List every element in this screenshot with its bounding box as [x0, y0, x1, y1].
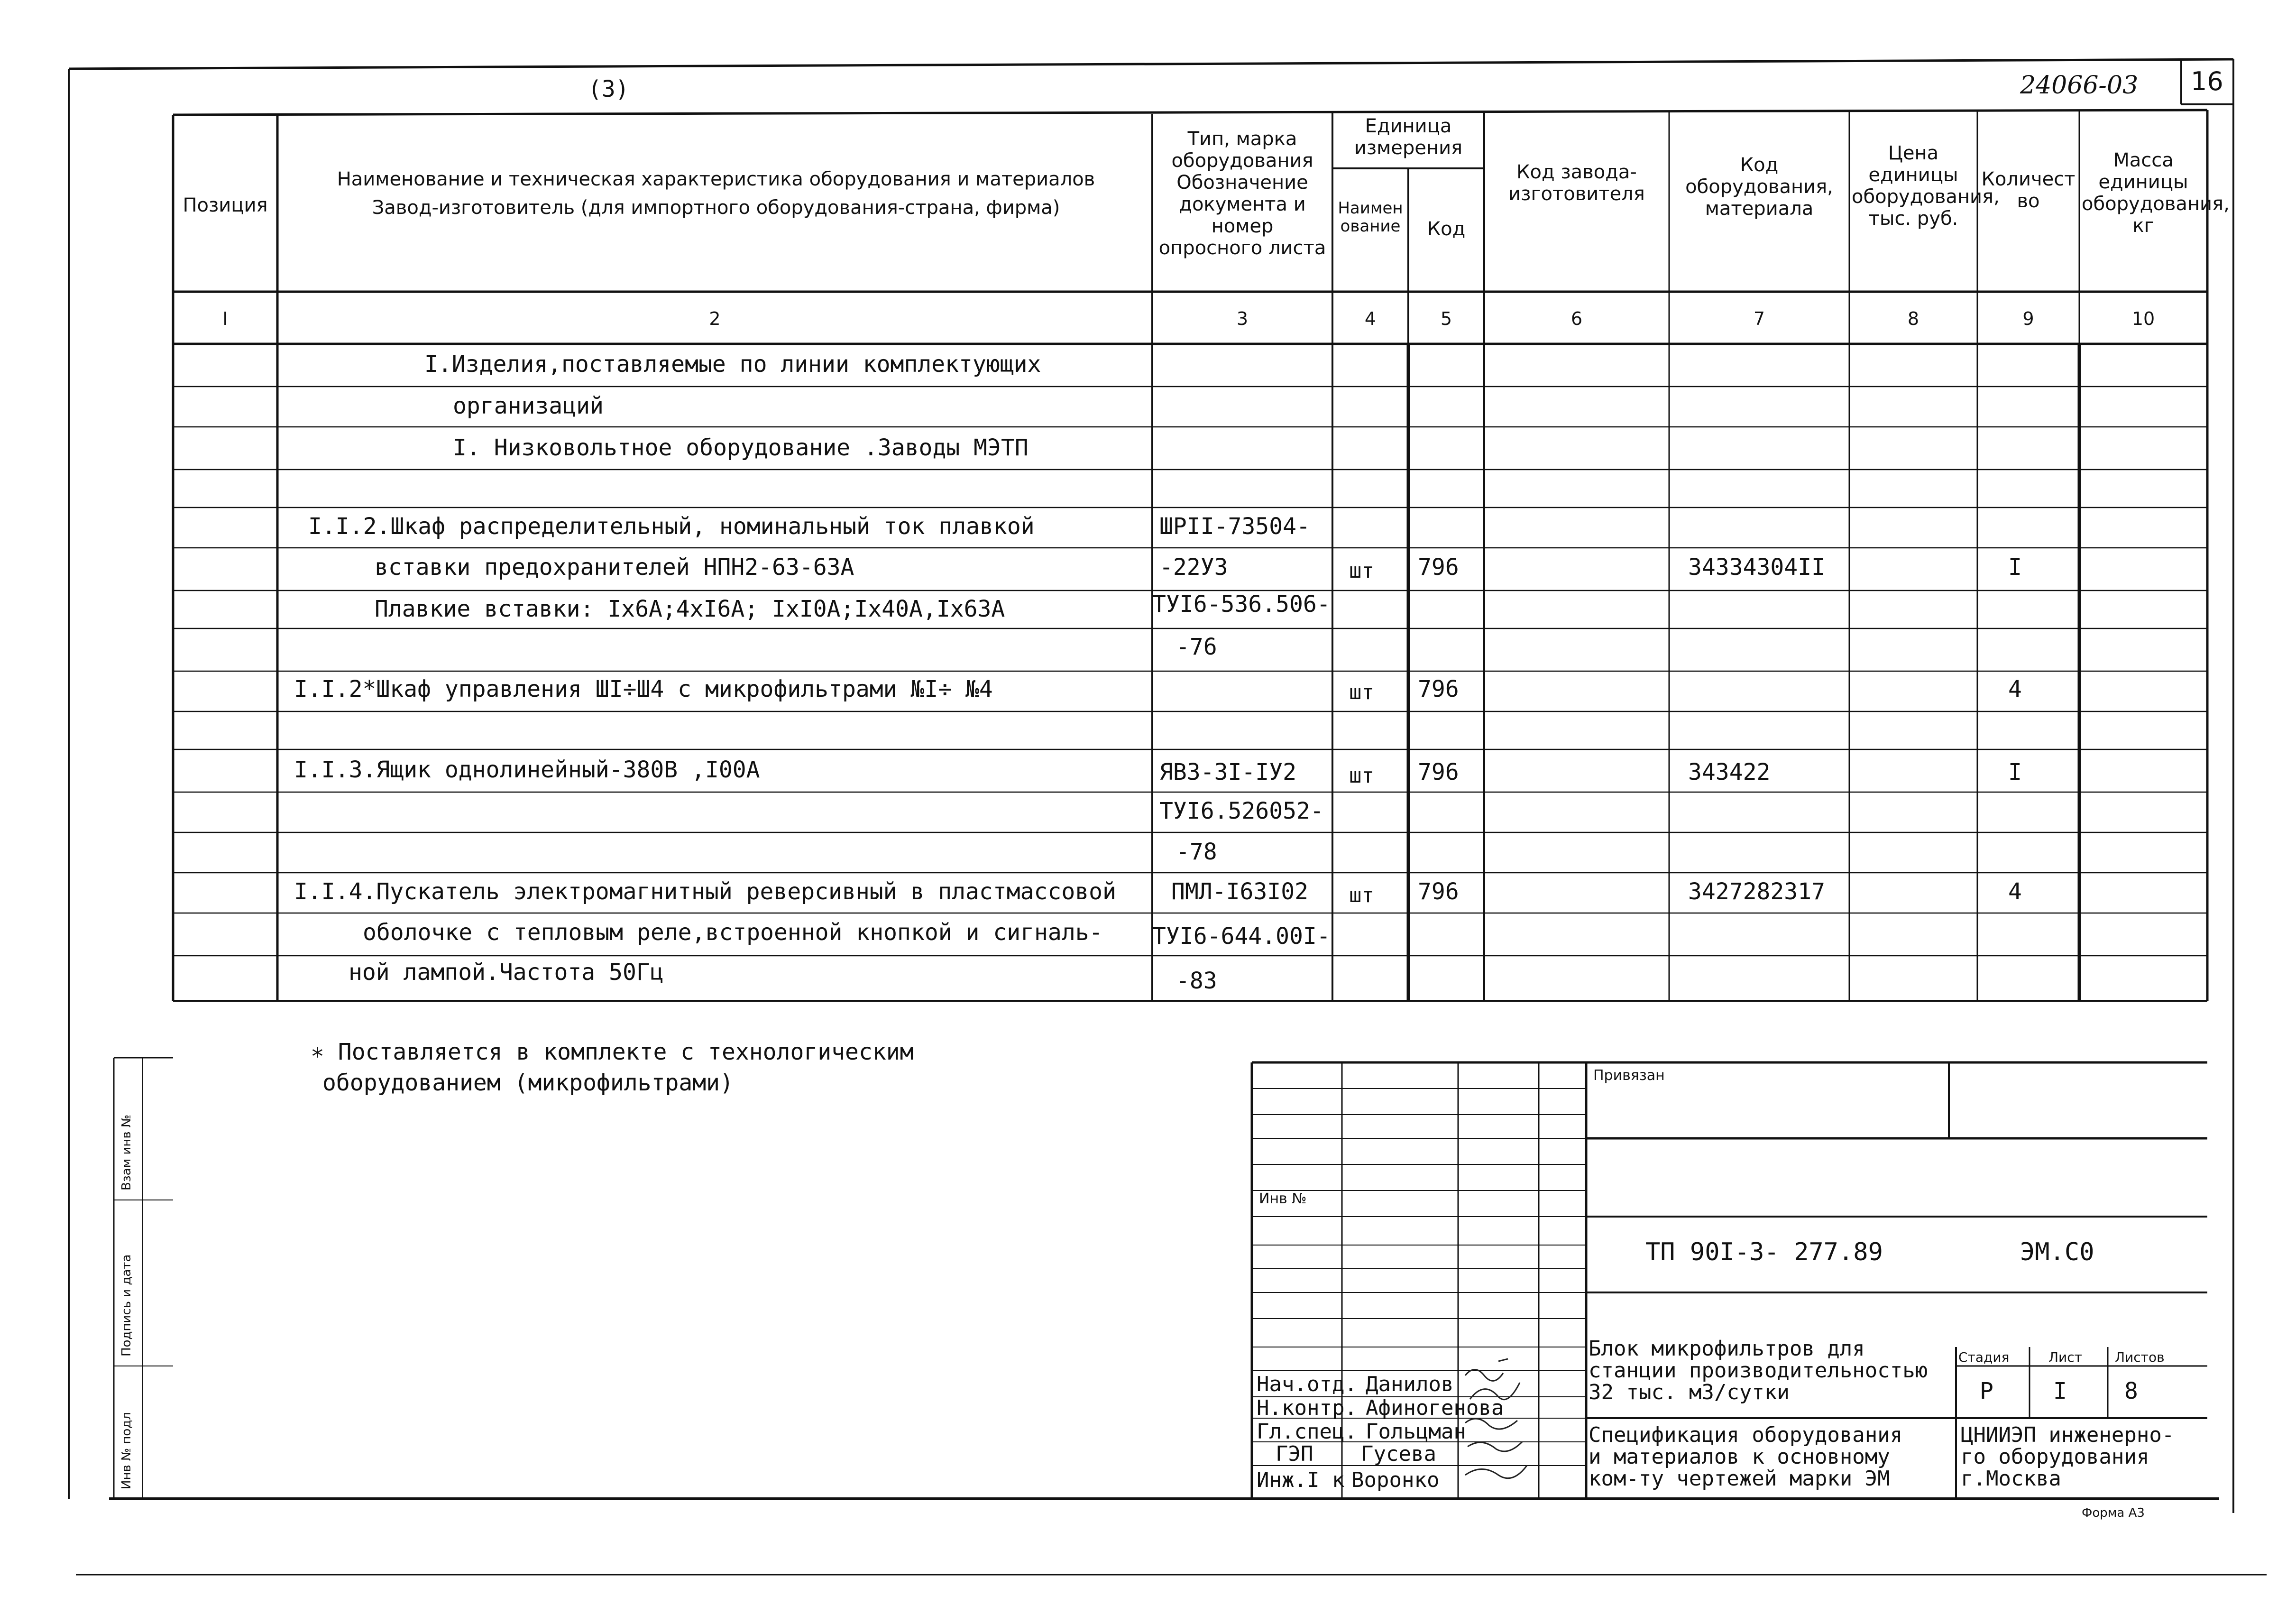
tb-title-line1: Блок микрофильтров для	[1589, 1337, 1865, 1361]
tb-sheets: 8	[2124, 1378, 2138, 1404]
tb-doc-code: ТП 90I-3- 277.89	[1645, 1238, 1883, 1266]
table-row-equip-code: 343422	[1688, 759, 1771, 785]
table-row-name: I. Низковольтное оборудование .Заводы МЭТП	[453, 434, 1029, 461]
col-header-unit-code: Код	[1427, 218, 1466, 240]
col-header-name-line2: Завод-изготовитель (для импортного оборудования-страна, фирма)	[372, 197, 1060, 219]
col-number: 2	[709, 308, 721, 329]
footnote-line2: оборудованием (микрофильтрами)	[322, 1070, 734, 1096]
col-header-position: Позиция	[183, 194, 268, 216]
footnote-line1: ∗ Поставляется в комплекте с технологическим	[311, 1039, 914, 1065]
sheet-section-label: (3)	[588, 76, 629, 102]
page-number: 16	[2191, 66, 2223, 96]
tb-stage-label: Стадия	[1958, 1349, 2010, 1365]
table-row-type: ШРII-73504-	[1159, 513, 1310, 540]
tb-org-line3: г.Москва	[1961, 1467, 2061, 1491]
table-row-unit: шт	[1349, 764, 1374, 788]
col-number: 3	[1236, 308, 1249, 329]
signature-name: Гусева	[1361, 1442, 1436, 1466]
table-row-type: -78	[1176, 839, 1217, 865]
table-row-type: -83	[1176, 968, 1217, 994]
tb-sheets-label: Листов	[2115, 1349, 2165, 1365]
tb-privyazan: Привязан	[1593, 1067, 1665, 1084]
tb-title-line3: 32 тыс. м3/сутки	[1589, 1380, 1790, 1404]
col-header-price: Цена единицы оборудования, тыс. руб.	[1852, 142, 2000, 230]
tb-sheet: I	[2053, 1378, 2067, 1404]
col-number: 10	[2131, 308, 2155, 329]
tb-sheet-label: Лист	[2048, 1349, 2082, 1365]
table-row-name: I.I.3.Ящик однолинейный-380В ,I00А	[294, 757, 760, 783]
col-number: 4	[1364, 308, 1377, 329]
col-number: 9	[2022, 308, 2034, 329]
col-number: I	[222, 308, 228, 329]
table-row-name: I.I.4.Пускатель электромагнитный реверсивный в пластмассовой	[294, 878, 1116, 905]
table-row-name: ной лампой.Частота 50Гц	[349, 959, 664, 986]
tb-mark: ЭМ.С0	[2020, 1238, 2094, 1266]
table-row-qty: 4	[2008, 676, 2022, 702]
side-stamp-inv-original: Инв № подл	[119, 1412, 134, 1489]
table-row-name: I.I.2*Шкаф управления ШI÷Ш4 с микрофильтрами №I÷ №4	[294, 676, 993, 702]
form-label: Форма А3	[2082, 1506, 2145, 1520]
tb-org-line1: ЦНИИЭП инженерно-	[1961, 1423, 2175, 1447]
table-row-type: ТУI6-536.506-	[1152, 591, 1331, 618]
col-header-name-line1: Наименование и техническая характеристика оборудования и материалов	[337, 168, 1095, 190]
table-row-type: ТУI6-644.00I-	[1152, 923, 1331, 950]
col-header-quantity: Количество	[1981, 168, 2076, 212]
table-row-unit: шт	[1349, 680, 1374, 704]
doc-number-handwritten: 24066-03	[2020, 71, 2139, 100]
table-row-name: оболочке с тепловым реле,встроенной кнопкой и сигналь-	[363, 919, 1103, 946]
col-header-equipment-code: Код оборудования, материала	[1685, 154, 1833, 220]
table-row-type: -22У3	[1159, 554, 1228, 581]
col-header-factory-code: Код завода-изготовителя	[1508, 161, 1645, 205]
side-stamp-replacement-inv: Взам инв №	[119, 1115, 134, 1190]
table-row-name: I.Изделия,поставляемые по линии комплектующих	[424, 351, 1041, 378]
table-row-qty: I	[2008, 554, 2022, 581]
col-header-mass: Масса единицы оборудования, кг	[2082, 149, 2230, 237]
table-row-name: вставки предохранителей НПН2-63-63А	[375, 554, 854, 581]
table-row-code: 796	[1418, 759, 1459, 785]
table-row-code: 796	[1418, 878, 1459, 905]
signature-role: Гл.спец.	[1257, 1420, 1357, 1444]
tb-desc-line1: Спецификация оборудования	[1589, 1423, 1903, 1447]
tb-stage: Р	[1980, 1378, 1993, 1404]
table-row-equip-code: 3427282317	[1688, 878, 1825, 905]
signature-role: Нач.отд.	[1257, 1372, 1357, 1396]
col-number: 8	[1907, 308, 1919, 329]
table-row-type: ЯВЗ-3I-IУ2	[1159, 759, 1296, 785]
signature-name: Афиногенова	[1366, 1396, 1504, 1420]
table-row-qty: I	[2008, 759, 2022, 785]
table-row-unit: шт	[1349, 559, 1374, 583]
tb-desc-line3: ком-ту чертежей марки ЭМ	[1589, 1467, 1890, 1491]
col-header-unit-name: Наименование	[1338, 199, 1403, 236]
table-row-type: ТУI6.526052-	[1159, 798, 1324, 824]
col-number: 7	[1753, 308, 1765, 329]
table-row-qty: 4	[2008, 878, 2022, 905]
tb-title-line2: станции производительностью	[1589, 1358, 1928, 1383]
table-row-equip-code: 34334304II	[1688, 554, 1825, 581]
signature-role: Инж.I к	[1257, 1468, 1345, 1492]
signature-name: Воронко	[1351, 1468, 1440, 1492]
table-row-name: организаций	[453, 393, 604, 419]
table-row-unit: шт	[1349, 883, 1374, 907]
signature-name: Данилов	[1366, 1372, 1454, 1396]
tb-org-line2: го оборудования	[1961, 1445, 2149, 1469]
table-row-type: -76	[1176, 634, 1217, 660]
col-number: 5	[1440, 308, 1452, 329]
col-header-type: Тип, марка оборудования Обозначение документа и номер опросного листа	[1158, 128, 1326, 259]
table-row-type: ПМЛ-I63I02	[1171, 878, 1308, 905]
col-number: 6	[1570, 308, 1583, 329]
signature-name: Гольцман	[1366, 1420, 1466, 1444]
tb-inv-no: Инв №	[1259, 1190, 1307, 1207]
col-header-unit-group: Единица измерения	[1354, 115, 1463, 159]
table-row-code: 796	[1418, 554, 1459, 581]
side-stamp-sign-date: Подпись и дата	[119, 1254, 134, 1356]
table-row-code: 796	[1418, 676, 1459, 702]
signature-role: ГЭП	[1276, 1442, 1313, 1466]
table-row-name: Плавкие вставки: Iх6А;4хI6А; IхI0А;Iх40А,Iх63А	[375, 596, 1005, 622]
table-row-name: I.I.2.Шкаф распределительный, номинальный ток плавкой	[308, 513, 1035, 540]
tb-desc-line2: и материалов к основному	[1589, 1445, 1890, 1469]
signature-role: Н.контр.	[1257, 1396, 1357, 1420]
